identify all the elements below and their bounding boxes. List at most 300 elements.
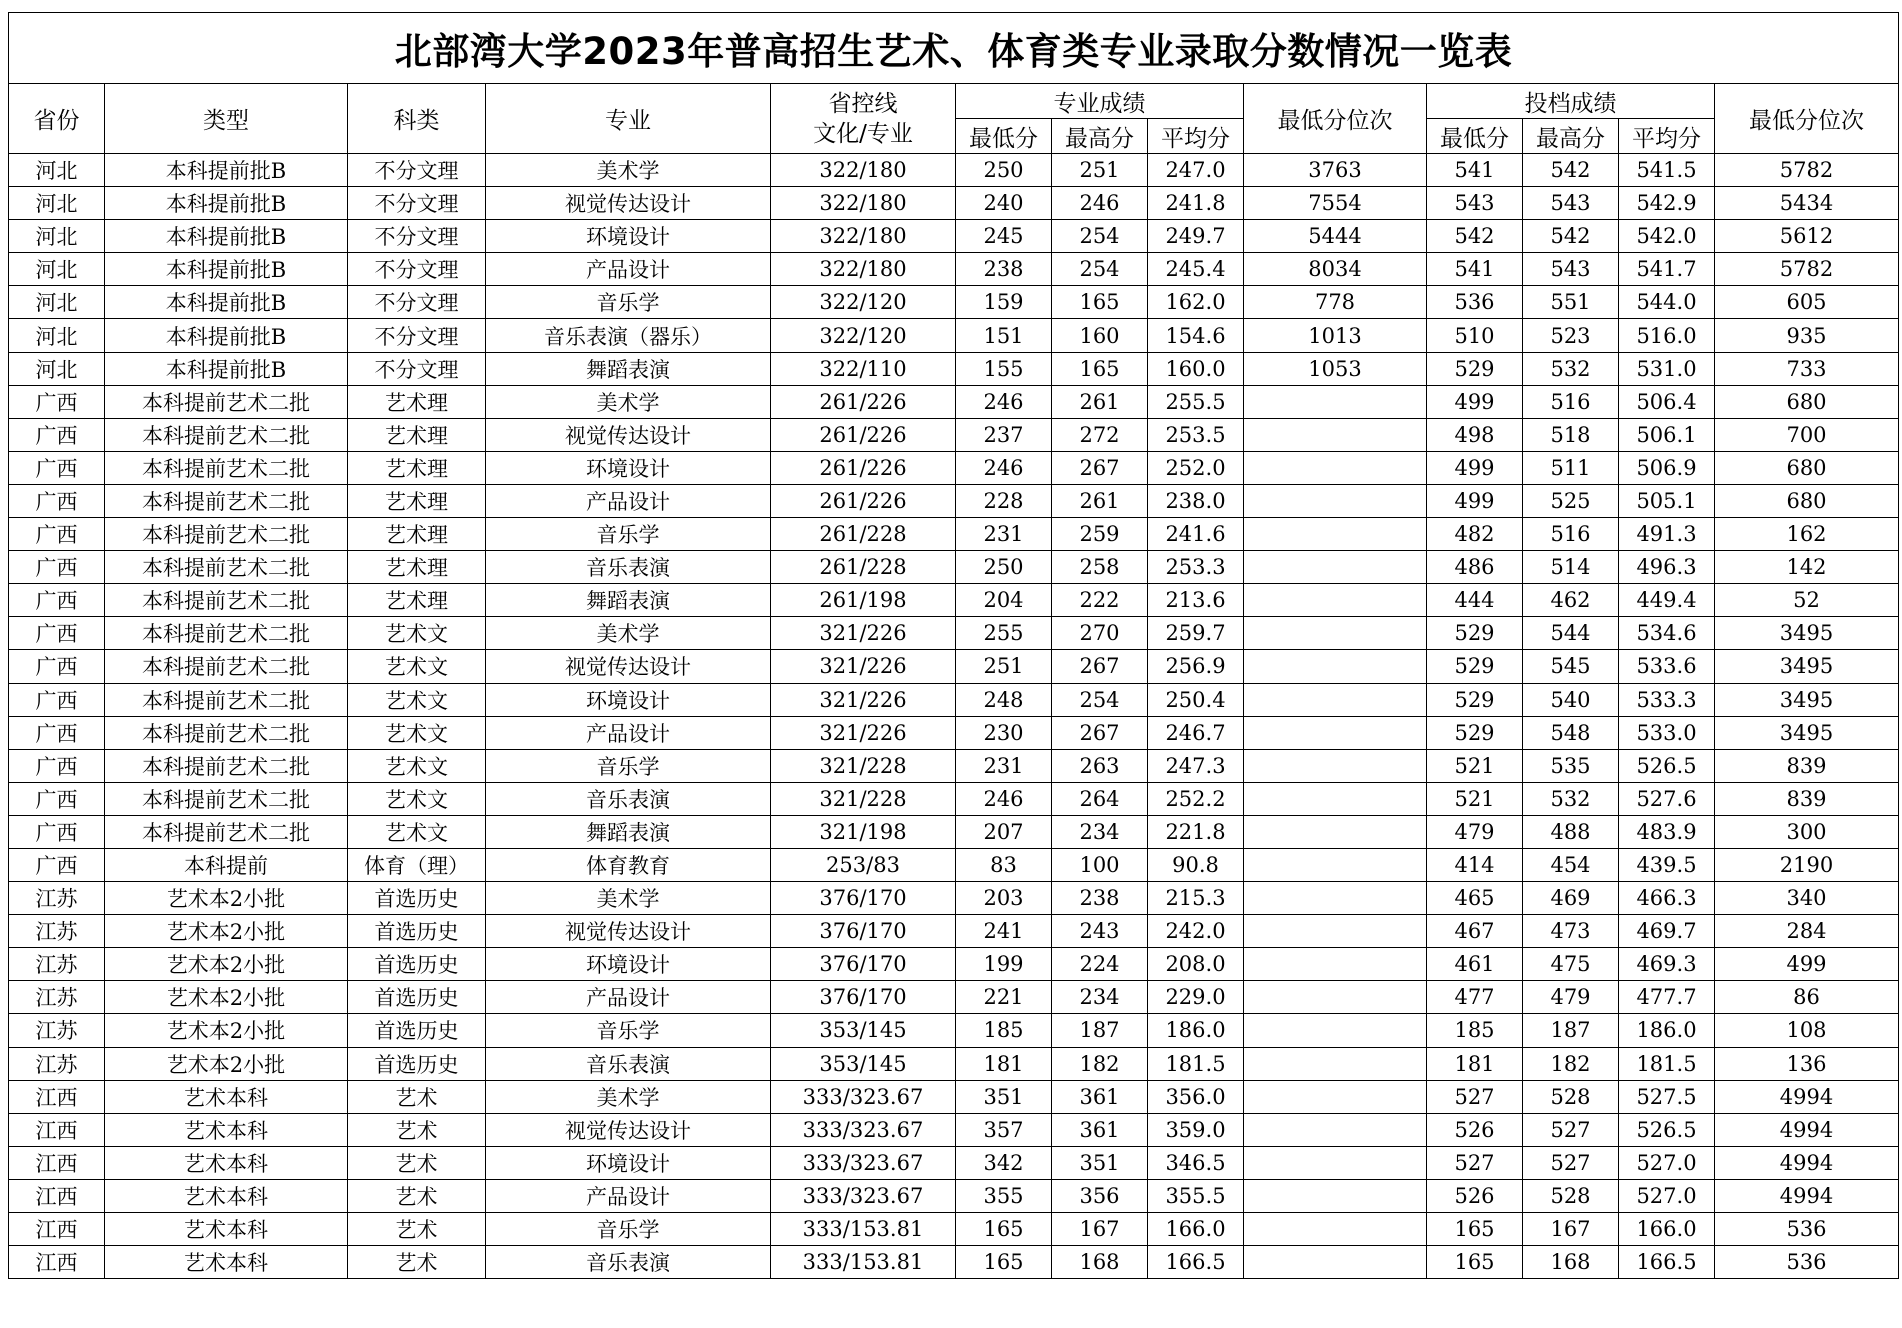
subject-cell: 艺术理 [348, 518, 486, 551]
header-major: 专业 [486, 84, 771, 154]
major-avg-cell: 229.0 [1148, 981, 1244, 1014]
major-avg-cell: 213.6 [1148, 584, 1244, 617]
province-cell: 广西 [9, 782, 105, 815]
subject-cell: 艺术文 [348, 815, 486, 848]
subject-cell: 体育（理） [348, 848, 486, 881]
table-row [9, 187, 1899, 220]
major-cell: 美术学 [486, 617, 771, 650]
file-min-cell: 543 [1427, 187, 1523, 220]
table-row [9, 1246, 1899, 1279]
major-avg-cell: 250.4 [1148, 683, 1244, 716]
control-line-cell: 321/198 [771, 815, 956, 848]
type-cell: 本科提前 [105, 848, 348, 881]
major-cell: 音乐表演 [486, 1246, 771, 1279]
control-line-cell: 261/226 [771, 418, 956, 451]
major-min-cell: 228 [956, 484, 1052, 517]
control-line-cell: 261/228 [771, 518, 956, 551]
major-cell: 音乐表演 [486, 782, 771, 815]
file-max-cell: 532 [1523, 782, 1619, 815]
file-min-rank-cell: 3495 [1715, 650, 1899, 683]
subject-cell: 不分文理 [348, 253, 486, 286]
control-line-cell: 321/226 [771, 650, 956, 683]
table-row [9, 1014, 1899, 1047]
file-max-cell: 462 [1523, 584, 1619, 617]
major-max-cell: 270 [1052, 617, 1148, 650]
control-line-cell: 321/228 [771, 749, 956, 782]
table-row [9, 253, 1899, 286]
file-min-rank-cell: 5612 [1715, 220, 1899, 253]
major-max-cell: 254 [1052, 683, 1148, 716]
file-min-cell: 529 [1427, 352, 1523, 385]
major-min-cell: 207 [956, 815, 1052, 848]
type-cell: 艺术本2小批 [105, 948, 348, 981]
file-min-rank-cell: 700 [1715, 418, 1899, 451]
file-min-cell: 482 [1427, 518, 1523, 551]
file-max-cell: 475 [1523, 948, 1619, 981]
major-cell: 音乐学 [486, 1213, 771, 1246]
type-cell: 本科提前艺术二批 [105, 683, 348, 716]
major-max-cell: 234 [1052, 981, 1148, 1014]
major-cell: 环境设计 [486, 451, 771, 484]
major-avg-cell: 252.2 [1148, 782, 1244, 815]
table-row [9, 948, 1899, 981]
control-line-cell: 376/170 [771, 948, 956, 981]
type-cell: 本科提前艺术二批 [105, 815, 348, 848]
file-min-cell: 486 [1427, 551, 1523, 584]
file-avg-cell: 542.0 [1619, 220, 1715, 253]
major-max-cell: 224 [1052, 948, 1148, 981]
type-cell: 本科提前艺术二批 [105, 650, 348, 683]
province-cell: 江西 [9, 1213, 105, 1246]
major-avg-cell: 259.7 [1148, 617, 1244, 650]
file-max-cell: 527 [1523, 1113, 1619, 1146]
major-avg-cell: 255.5 [1148, 385, 1244, 418]
file-min-cell: 185 [1427, 1014, 1523, 1047]
subject-cell: 艺术理 [348, 418, 486, 451]
file-avg-cell: 483.9 [1619, 815, 1715, 848]
major-min-cell: 231 [956, 518, 1052, 551]
major-min-cell: 250 [956, 551, 1052, 584]
major-avg-cell: 252.0 [1148, 451, 1244, 484]
subject-cell: 艺术理 [348, 551, 486, 584]
file-min-cell: 461 [1427, 948, 1523, 981]
major-min-rank-cell [1244, 518, 1427, 551]
file-min-cell: 529 [1427, 617, 1523, 650]
control-line-cell: 321/226 [771, 617, 956, 650]
file-max-cell: 545 [1523, 650, 1619, 683]
major-min-rank-cell [1244, 617, 1427, 650]
major-max-cell: 267 [1052, 650, 1148, 683]
major-avg-cell: 238.0 [1148, 484, 1244, 517]
major-cell: 美术学 [486, 385, 771, 418]
file-min-rank-cell: 5782 [1715, 253, 1899, 286]
table-row [9, 815, 1899, 848]
province-cell: 广西 [9, 848, 105, 881]
control-line-cell: 261/226 [771, 484, 956, 517]
table-row [9, 981, 1899, 1014]
file-min-rank-cell: 4994 [1715, 1113, 1899, 1146]
type-cell: 本科提前批B [105, 286, 348, 319]
major-min-rank-cell: 1013 [1244, 319, 1427, 352]
type-cell: 艺术本2小批 [105, 981, 348, 1014]
file-min-cell: 526 [1427, 1113, 1523, 1146]
major-min-rank-cell [1244, 683, 1427, 716]
control-line-cell: 376/170 [771, 915, 956, 948]
control-line-cell: 261/228 [771, 551, 956, 584]
major-max-cell: 222 [1052, 584, 1148, 617]
file-max-cell: 168 [1523, 1246, 1619, 1279]
major-cell: 体育教育 [486, 848, 771, 881]
control-line-cell: 333/153.81 [771, 1246, 956, 1279]
major-max-cell: 168 [1052, 1246, 1148, 1279]
major-cell: 产品设计 [486, 484, 771, 517]
major-cell: 美术学 [486, 1080, 771, 1113]
table-row [9, 1113, 1899, 1146]
file-avg-cell: 527.0 [1619, 1179, 1715, 1212]
file-max-cell: 469 [1523, 882, 1619, 915]
file-max-cell: 511 [1523, 451, 1619, 484]
major-min-cell: 248 [956, 683, 1052, 716]
major-cell: 音乐表演 [486, 1047, 771, 1080]
table-row [9, 1146, 1899, 1179]
file-min-rank-cell: 162 [1715, 518, 1899, 551]
header-province: 省份 [9, 84, 105, 154]
major-min-rank-cell: 1053 [1244, 352, 1427, 385]
subject-cell: 首选历史 [348, 915, 486, 948]
subject-cell: 艺术文 [348, 683, 486, 716]
major-min-rank-cell: 778 [1244, 286, 1427, 319]
file-avg-cell: 542.9 [1619, 187, 1715, 220]
file-avg-cell: 186.0 [1619, 1014, 1715, 1047]
major-cell: 环境设计 [486, 1146, 771, 1179]
header-min-rank: 最低分位次 [1244, 84, 1427, 154]
table-row [9, 915, 1899, 948]
major-min-cell: 357 [956, 1113, 1052, 1146]
table-row [9, 1080, 1899, 1113]
major-min-cell: 221 [956, 981, 1052, 1014]
table-row [9, 650, 1899, 683]
table-row [9, 749, 1899, 782]
table-row [9, 518, 1899, 551]
type-cell: 本科提前批B [105, 187, 348, 220]
province-cell: 江苏 [9, 882, 105, 915]
subject-cell: 艺术 [348, 1213, 486, 1246]
major-cell: 音乐学 [486, 286, 771, 319]
type-cell: 本科提前艺术二批 [105, 418, 348, 451]
file-min-cell: 414 [1427, 848, 1523, 881]
table-row [9, 782, 1899, 815]
major-min-cell: 241 [956, 915, 1052, 948]
major-max-cell: 254 [1052, 253, 1148, 286]
subject-cell: 艺术文 [348, 617, 486, 650]
major-min-cell: 204 [956, 584, 1052, 617]
province-cell: 广西 [9, 749, 105, 782]
province-cell: 河北 [9, 220, 105, 253]
type-cell: 本科提前批B [105, 352, 348, 385]
major-min-cell: 245 [956, 220, 1052, 253]
file-avg-cell: 469.3 [1619, 948, 1715, 981]
major-avg-cell: 242.0 [1148, 915, 1244, 948]
major-max-cell: 272 [1052, 418, 1148, 451]
file-min-rank-cell: 536 [1715, 1246, 1899, 1279]
province-cell: 江西 [9, 1080, 105, 1113]
major-min-rank-cell [1244, 1047, 1427, 1080]
type-cell: 本科提前批B [105, 253, 348, 286]
file-min-cell: 465 [1427, 882, 1523, 915]
major-max-cell: 246 [1052, 187, 1148, 220]
table-row [9, 220, 1899, 253]
major-cell: 音乐学 [486, 1014, 771, 1047]
control-line-cell: 322/180 [771, 187, 956, 220]
major-min-rank-cell [1244, 915, 1427, 948]
file-min-rank-cell: 4994 [1715, 1179, 1899, 1212]
file-min-cell: 521 [1427, 782, 1523, 815]
type-cell: 本科提前批B [105, 319, 348, 352]
type-cell: 本科提前艺术二批 [105, 451, 348, 484]
major-avg-cell: 253.3 [1148, 551, 1244, 584]
control-line-cell: 261/226 [771, 451, 956, 484]
file-max-cell: 514 [1523, 551, 1619, 584]
file-min-cell: 499 [1427, 484, 1523, 517]
major-cell: 音乐学 [486, 749, 771, 782]
file-min-rank-cell: 839 [1715, 749, 1899, 782]
file-avg-cell: 506.1 [1619, 418, 1715, 451]
table-row [9, 385, 1899, 418]
major-min-cell: 342 [956, 1146, 1052, 1179]
type-cell: 艺术本2小批 [105, 1047, 348, 1080]
major-min-cell: 159 [956, 286, 1052, 319]
type-cell: 本科提前艺术二批 [105, 518, 348, 551]
control-line-cell: 333/323.67 [771, 1179, 956, 1212]
major-min-rank-cell: 3763 [1244, 154, 1427, 187]
control-line-cell: 253/83 [771, 848, 956, 881]
file-max-cell: 479 [1523, 981, 1619, 1014]
major-avg-cell: 221.8 [1148, 815, 1244, 848]
major-min-cell: 250 [956, 154, 1052, 187]
file-min-cell: 521 [1427, 749, 1523, 782]
file-avg-cell: 506.9 [1619, 451, 1715, 484]
file-min-rank-cell: 142 [1715, 551, 1899, 584]
major-avg-cell: 160.0 [1148, 352, 1244, 385]
major-cell: 舞蹈表演 [486, 584, 771, 617]
type-cell: 艺术本2小批 [105, 882, 348, 915]
table-row [9, 1047, 1899, 1080]
file-max-cell: 527 [1523, 1146, 1619, 1179]
table-row [9, 1213, 1899, 1246]
major-cell: 视觉传达设计 [486, 1113, 771, 1146]
major-cell: 舞蹈表演 [486, 815, 771, 848]
subject-cell: 艺术文 [348, 749, 486, 782]
major-min-rank-cell [1244, 1014, 1427, 1047]
control-line-cell: 376/170 [771, 981, 956, 1014]
major-cell: 美术学 [486, 882, 771, 915]
file-min-rank-cell: 5434 [1715, 187, 1899, 220]
major-min-rank-cell [1244, 882, 1427, 915]
file-min-rank-cell: 499 [1715, 948, 1899, 981]
file-avg-cell: 491.3 [1619, 518, 1715, 551]
province-cell: 河北 [9, 154, 105, 187]
major-min-rank-cell [1244, 551, 1427, 584]
major-avg-cell: 241.8 [1148, 187, 1244, 220]
major-max-cell: 258 [1052, 551, 1148, 584]
file-avg-cell: 526.5 [1619, 1113, 1715, 1146]
file-max-cell: 544 [1523, 617, 1619, 650]
subject-cell: 艺术理 [348, 584, 486, 617]
file-max-cell: 542 [1523, 220, 1619, 253]
file-max-cell: 516 [1523, 518, 1619, 551]
table-row [9, 319, 1899, 352]
major-min-rank-cell [1244, 1179, 1427, 1212]
file-min-cell: 526 [1427, 1179, 1523, 1212]
province-cell: 江西 [9, 1113, 105, 1146]
province-cell: 广西 [9, 385, 105, 418]
file-min-rank-cell: 5782 [1715, 154, 1899, 187]
table-row [9, 848, 1899, 881]
major-min-cell: 351 [956, 1080, 1052, 1113]
control-line-cell: 322/110 [771, 352, 956, 385]
major-min-rank-cell [1244, 451, 1427, 484]
file-min-cell: 541 [1427, 253, 1523, 286]
control-line-cell: 322/120 [771, 286, 956, 319]
header-min-rank-2: 最低分位次 [1715, 84, 1899, 154]
major-avg-cell: 154.6 [1148, 319, 1244, 352]
type-cell: 艺术本科 [105, 1113, 348, 1146]
major-min-rank-cell [1244, 981, 1427, 1014]
major-max-cell: 165 [1052, 352, 1148, 385]
province-cell: 广西 [9, 815, 105, 848]
file-max-cell: 532 [1523, 352, 1619, 385]
major-max-cell: 361 [1052, 1080, 1148, 1113]
province-cell: 广西 [9, 716, 105, 749]
file-avg-cell: 534.6 [1619, 617, 1715, 650]
admission-score-table [8, 12, 1899, 1279]
province-cell: 江西 [9, 1246, 105, 1279]
major-min-cell: 246 [956, 782, 1052, 815]
header-subject: 科类 [348, 84, 486, 154]
header-type: 类型 [105, 84, 348, 154]
file-min-rank-cell: 3495 [1715, 716, 1899, 749]
major-max-cell: 261 [1052, 484, 1148, 517]
table-row [9, 617, 1899, 650]
major-min-rank-cell [1244, 584, 1427, 617]
subject-cell: 不分文理 [348, 187, 486, 220]
file-max-cell: 551 [1523, 286, 1619, 319]
table-row [9, 683, 1899, 716]
type-cell: 艺术本科 [105, 1246, 348, 1279]
major-avg-cell: 181.5 [1148, 1047, 1244, 1080]
province-cell: 广西 [9, 551, 105, 584]
major-min-cell: 255 [956, 617, 1052, 650]
subject-cell: 艺术理 [348, 451, 486, 484]
major-avg-cell: 246.7 [1148, 716, 1244, 749]
major-cell: 产品设计 [486, 716, 771, 749]
file-avg-cell: 439.5 [1619, 848, 1715, 881]
file-min-rank-cell: 52 [1715, 584, 1899, 617]
type-cell: 艺术本科 [105, 1146, 348, 1179]
file-min-rank-cell: 3495 [1715, 617, 1899, 650]
major-min-cell: 151 [956, 319, 1052, 352]
major-min-rank-cell [1244, 1213, 1427, 1246]
control-line-cell: 261/226 [771, 385, 956, 418]
major-cell: 产品设计 [486, 981, 771, 1014]
file-max-cell: 454 [1523, 848, 1619, 881]
major-avg-cell: 245.4 [1148, 253, 1244, 286]
major-min-rank-cell [1244, 815, 1427, 848]
subject-cell: 艺术 [348, 1146, 486, 1179]
header-file-score: 投档成绩 [1427, 84, 1715, 119]
major-max-cell: 254 [1052, 220, 1148, 253]
major-min-rank-cell: 5444 [1244, 220, 1427, 253]
major-cell: 环境设计 [486, 683, 771, 716]
subject-cell: 不分文理 [348, 286, 486, 319]
major-avg-cell: 346.5 [1148, 1146, 1244, 1179]
file-min-rank-cell: 340 [1715, 882, 1899, 915]
subject-cell: 不分文理 [348, 352, 486, 385]
file-avg-cell: 166.5 [1619, 1246, 1715, 1279]
major-min-cell: 83 [956, 848, 1052, 881]
major-max-cell: 251 [1052, 154, 1148, 187]
table-row [9, 352, 1899, 385]
score-table-sheet [8, 12, 1899, 1279]
subject-cell: 不分文理 [348, 319, 486, 352]
type-cell: 艺术本科 [105, 1080, 348, 1113]
file-min-rank-cell: 536 [1715, 1213, 1899, 1246]
control-line-cell: 322/180 [771, 253, 956, 286]
subject-cell: 艺术文 [348, 782, 486, 815]
file-max-cell: 516 [1523, 385, 1619, 418]
type-cell: 本科提前批B [105, 154, 348, 187]
control-line-cell: 376/170 [771, 882, 956, 915]
major-min-rank-cell [1244, 1080, 1427, 1113]
subject-cell: 首选历史 [348, 948, 486, 981]
control-line-cell: 333/323.67 [771, 1146, 956, 1179]
major-max-cell: 187 [1052, 1014, 1148, 1047]
major-min-cell: 355 [956, 1179, 1052, 1212]
header-control-line-top: 省控线 [828, 90, 898, 117]
major-min-cell: 181 [956, 1047, 1052, 1080]
table-row [9, 882, 1899, 915]
major-min-cell: 185 [956, 1014, 1052, 1047]
major-min-rank-cell: 7554 [1244, 187, 1427, 220]
file-max-cell: 523 [1523, 319, 1619, 352]
province-cell: 江苏 [9, 915, 105, 948]
major-avg-cell: 208.0 [1148, 948, 1244, 981]
major-cell: 舞蹈表演 [486, 352, 771, 385]
file-min-cell: 181 [1427, 1047, 1523, 1080]
subject-cell: 首选历史 [348, 981, 486, 1014]
control-line-cell: 321/226 [771, 683, 956, 716]
file-min-rank-cell: 3495 [1715, 683, 1899, 716]
province-cell: 江苏 [9, 1047, 105, 1080]
file-min-rank-cell: 136 [1715, 1047, 1899, 1080]
subject-cell: 首选历史 [348, 1047, 486, 1080]
major-min-cell: 165 [956, 1246, 1052, 1279]
major-min-rank-cell [1244, 848, 1427, 881]
file-min-cell: 529 [1427, 683, 1523, 716]
major-max-cell: 243 [1052, 915, 1148, 948]
file-min-cell: 444 [1427, 584, 1523, 617]
table-row [9, 551, 1899, 584]
major-min-cell: 238 [956, 253, 1052, 286]
major-min-cell: 230 [956, 716, 1052, 749]
province-cell: 江苏 [9, 981, 105, 1014]
file-min-cell: 498 [1427, 418, 1523, 451]
control-line-cell: 353/145 [771, 1047, 956, 1080]
file-max-cell: 488 [1523, 815, 1619, 848]
file-min-cell: 499 [1427, 451, 1523, 484]
province-cell: 江苏 [9, 1014, 105, 1047]
major-avg-cell: 247.3 [1148, 749, 1244, 782]
